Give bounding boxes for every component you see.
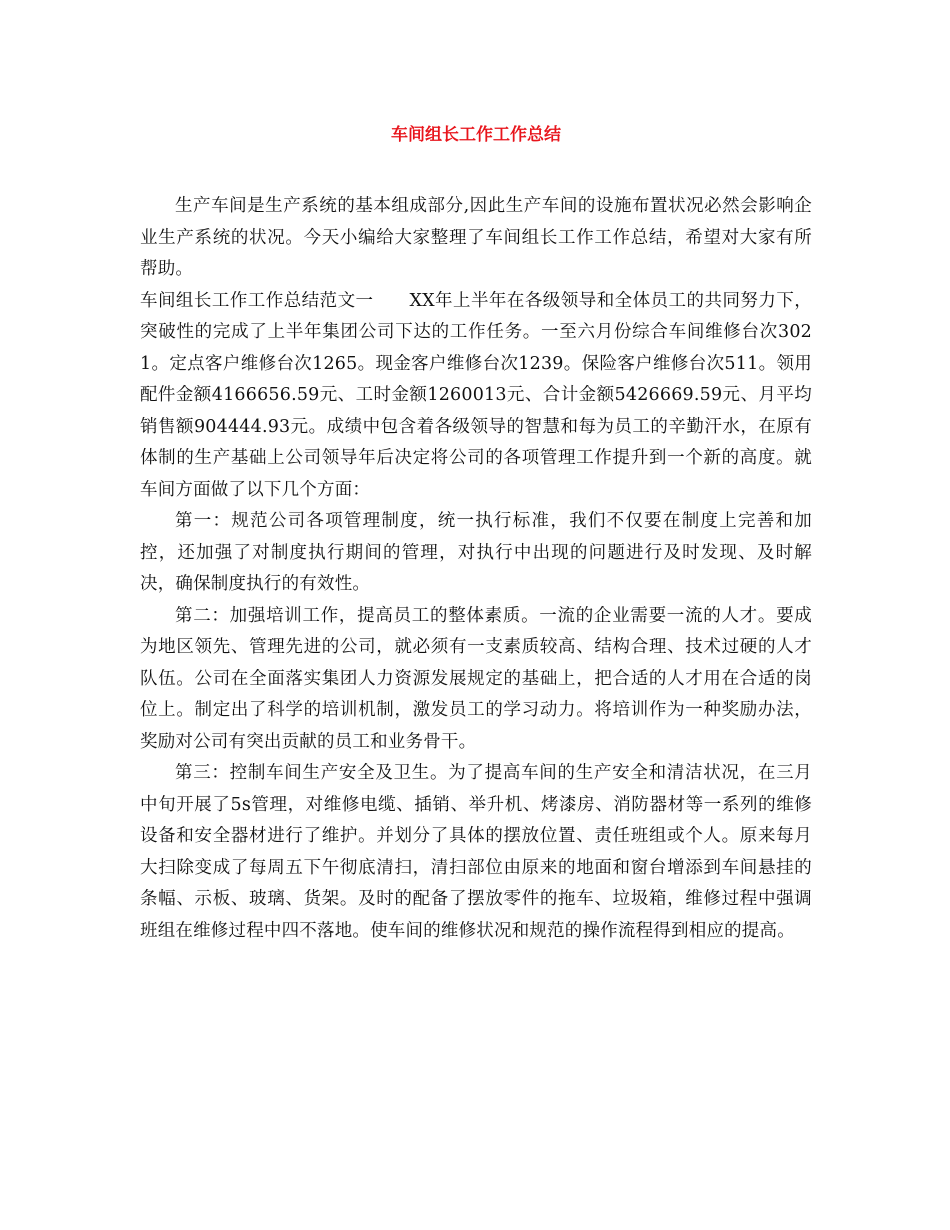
point-two-paragraph: 第二：加强培训工作，提高员工的整体素质。一流的企业需要一流的人才。要成为地区领先、管理先进的公司，就必须有一支素质较高、结构合理、技术过硬的人才队伍。公司在全面落实集团人力资源发展规定的基础上，把合适的人才用在合适的岗位上。制定出了科学的培训机制，激发员工的学习动力。将培训作为一种奖励办法，奖励对公司有突出贡献的员工和业务骨干。 (140, 605, 812, 752)
intro-paragraph: 生产车间是生产系统的基本组成部分,因此生产车间的设施布置状况必然会影响企业生产系统的状况。今天小编给大家整理了车间组长工作工作总结，希望对大家有所帮助。 (140, 196, 812, 279)
point-three-paragraph: 第三：控制车间生产安全及卫生。为了提高车间的生产安全和清洁状况，在三月中旬开展了5s管理，对维修电缆、插销、举升机、烤漆房、消防器材等一系列的维修设备和安全器材进行了维护。并划分了具体的摆放位置、责任班组或个人。原来每月大扫除变成了每周五下午彻底清扫，清扫部位由原来的地面和窗台增添到车间悬挂的条幅、示板、玻璃、货架。及时的配备了摆放零件的拖车、垃圾箱，维修过程中强调班组在维修过程中四不落地。使车间的维修状况和规范的操作流程得到相应的提高。 (140, 763, 812, 941)
document-title: 车间组长工作工作总结 (391, 125, 561, 145)
sample-one-paragraph: 车间组长工作工作总结范文一 XX年上半年在各级领导和全体员工的共同努力下，突破性的完成了上半年集团公司下达的工作任务。一至六月份综合车间维修台次3021。定点客户维修台次1265。现金客户维修台次1239。保险客户维修台次511。领用配件金额4166656.59元、工时金额1260013元、合计金额5426669.59元、月平均销售额904444.93元。成绩中包含着各级领导的智慧和每为员工的辛勤汗水，在原有体制的生产基础上公司领导年后决定将公司的各项管理工作提升到一个新的高度。就车间方面做了以下几个方面： (140, 290, 812, 500)
document-body (140, 191, 812, 947)
point-one-paragraph: 第一：规范公司各项管理制度，统一执行标准，我们不仅要在制度上完善和加控，还加强了对制度执行期间的管理，对执行中出现的问题进行及时发现、及时解决，确保制度执行的有效性。 (140, 511, 812, 594)
